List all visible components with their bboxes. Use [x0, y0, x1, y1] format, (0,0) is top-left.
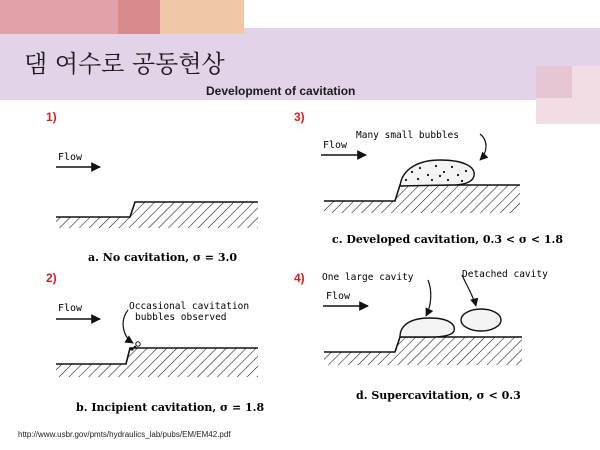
bubble-cloud — [400, 160, 474, 186]
panel-number-4: 4) — [294, 271, 305, 285]
caption-3: c. Developed cavitation, 0.3 < σ < 1.8 — [332, 233, 564, 246]
large-cavity — [400, 318, 454, 337]
caption-2: b. Incipient cavitation, σ = 1.8 — [76, 401, 265, 414]
panel-4 — [322, 269, 548, 402]
caption-4: d. Supercavitation, σ < 0.3 — [356, 389, 521, 402]
source-url: http://www.usbr.gov/pmts/hydraulics_lab/pubs/EM/EM42.pdf — [18, 430, 231, 439]
panel-number-2: 2) — [46, 271, 57, 285]
panel-number-3: 3) — [294, 110, 305, 124]
step-profile-2 — [56, 348, 258, 377]
annotation-2a: Occasional cavitation — [129, 301, 250, 312]
panel-1 — [56, 152, 258, 264]
step-profile-3 — [324, 185, 520, 213]
annotation-2b: bubbles observed — [135, 312, 227, 323]
step-profile-4 — [324, 337, 522, 365]
slide-title: 댐 여수로 공동현상 — [24, 50, 225, 78]
annotation-4b: Detached cavity — [462, 269, 548, 280]
flow-label-3: Flow — [323, 140, 348, 151]
panel-2 — [56, 301, 264, 414]
annotation-pointer-2 — [123, 310, 133, 343]
flow-label-2: Flow — [58, 303, 83, 314]
slide-subtitle: Development of cavitation — [206, 84, 356, 98]
flow-label-4: Flow — [326, 291, 351, 302]
caption-1: a. No cavitation, σ = 3.0 — [88, 251, 237, 264]
annotation-pointer-3 — [480, 134, 486, 160]
detached-cavity — [461, 309, 501, 331]
panel-3 — [321, 130, 563, 246]
step-profile-1 — [56, 202, 258, 228]
flow-label-1: Flow — [58, 152, 83, 163]
annotation-3: Many small bubbles — [356, 130, 459, 141]
annotation-pointer-4a — [426, 280, 431, 316]
panel-number-1: 1) — [46, 110, 57, 124]
annotation-4a: One large cavity — [322, 272, 414, 283]
